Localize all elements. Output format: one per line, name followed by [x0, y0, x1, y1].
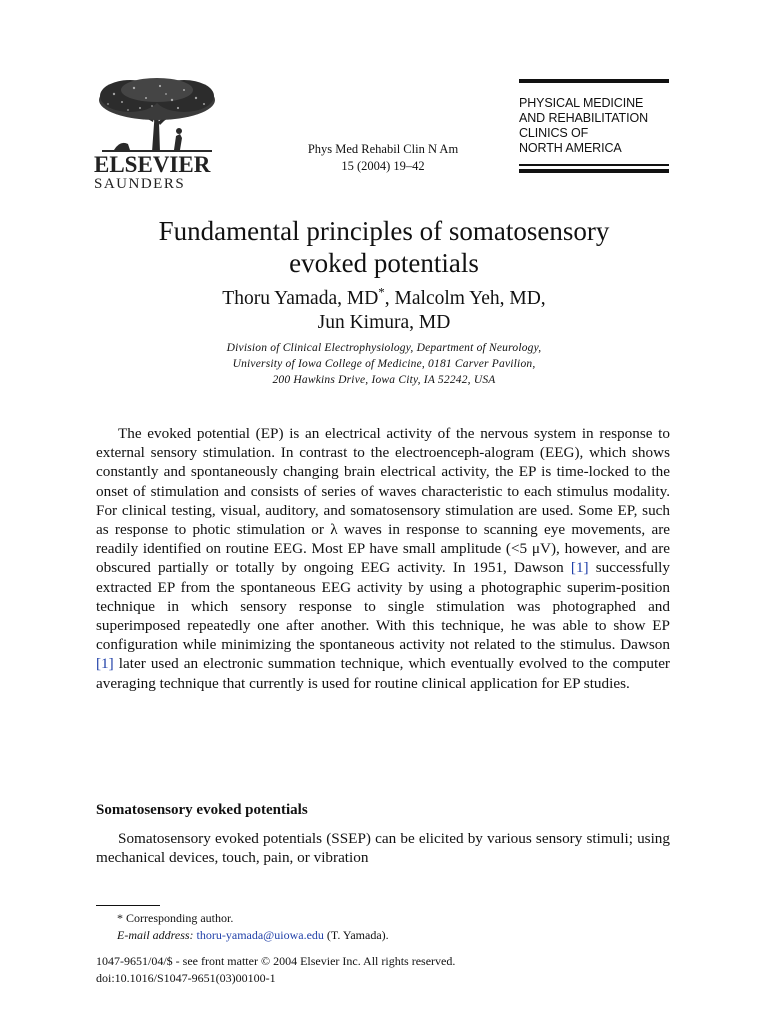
journal-name-block: [519, 79, 669, 174]
footnote-corresponding: * Corresponding author.: [117, 911, 234, 925]
title-line: Fundamental principles of somatosensory: [158, 216, 610, 246]
author-tertiary: Jun Kimura, MD: [317, 312, 451, 333]
author-primary: Thoru Yamada, MD: [222, 288, 379, 309]
footnote-email-line: [117, 927, 389, 944]
journal-name-line: AND REHABILITATION: [519, 111, 649, 125]
copyright-line: 1047-9651/04/$ - see front matter © 2004 Elsevier Inc. All rights reserved.: [96, 954, 456, 968]
reference-link-1b[interactable]: [1]: [96, 655, 114, 673]
logo-wordmark: ELSEVIER: [94, 152, 211, 177]
journal-name-line: PHYSICAL MEDICINE: [519, 96, 644, 110]
title-line: evoked potentials: [289, 248, 479, 278]
journal-rule-bottom-thin: [519, 164, 669, 166]
author-affiliation: [84, 340, 684, 388]
affiliation-line: 200 Hawkins Drive, Iowa City, IA 52242, USA: [272, 374, 496, 386]
journal-name-line: NORTH AMERICA: [519, 141, 622, 155]
intro-text-1: The evoked potential (EP) is an electrical activity of the nervous system in response to external sensory stimulation. In contrast to the electroenceph-alogram (EEG), which shows constantly and spontaneously changing brain electrical activity, the EP is time-locked to the onset of stimulation and consists of series of waves characteristic to each stimulus modality. For clinical testing, visual, auditory, and somatosensory stimulation are used. Some EP, such as response to photic stimulation or λ waves in response to scanning eye movements, are readily identified on routine EEG. Most EP have small amplitude (<5 μV), however, and are obscured partially or totally by ongoing EEG activity. In 1951, Dawson: [96, 425, 670, 577]
author-email-link[interactable]: thoru-yamada@uiowa.edu: [196, 928, 324, 942]
journal-name-line: CLINICS OF: [519, 126, 589, 140]
elsevier-tree-icon: [94, 78, 220, 154]
journal-rule-bottom-thick: [519, 169, 669, 173]
intro-text-2: successfully extracted EP from the spontaneous EEG activity by using a photographic superim-position technique in which sensory response to single stimulation was photographed and superimposed repeatedly one after another. With this technique, he was able to show EP configuration while minimizing the spontaneous activity not related to the stimulus. Dawson: [96, 559, 670, 654]
doi-line: doi:10.1016/S1047-9651(03)00100-1: [96, 971, 276, 985]
section-paragraph: Somatosensory evoked potentials (SSEP) can be elicited by various sensory stimuli; using mechanical devices, touch, pain, or vibration: [96, 830, 670, 867]
affiliation-line: University of Iowa College of Medicine, 0181 Carver Pavilion,: [232, 358, 536, 370]
publication-meta: [96, 953, 455, 987]
reference-link-1[interactable]: [1]: [570, 559, 589, 577]
author-list: [84, 284, 684, 335]
intro-paragraph: [96, 424, 670, 693]
journal-name-lines: [519, 96, 648, 156]
email-suffix: (T. Yamada).: [323, 928, 389, 942]
email-label: E-mail address:: [117, 928, 194, 942]
section-heading: Somatosensory evoked potentials: [96, 802, 308, 818]
article-title: [84, 215, 684, 279]
affiliation-line: Division of Clinical Electrophysiology, Department of Neurology,: [226, 342, 542, 354]
corresponding-author-marker[interactable]: *: [378, 284, 385, 300]
publisher-logo: [94, 78, 220, 192]
intro-text-3: later used an electronic summation technique, which eventually evolved to the computer averaging technique that currently is used for routine clinical application for EP studies.: [96, 655, 670, 692]
footnote: [117, 910, 389, 944]
author-secondary: , Malcolm Yeh, MD,: [384, 288, 546, 309]
logo-imprint: SAUNDERS: [94, 176, 186, 192]
journal-rule-top: [519, 79, 669, 83]
footnote-rule: [96, 905, 160, 906]
citation-journal: Phys Med Rehabil Clin N Am: [307, 142, 459, 156]
citation-volume: 15 (2004) 19–42: [341, 159, 425, 173]
journal-citation: [270, 141, 496, 175]
